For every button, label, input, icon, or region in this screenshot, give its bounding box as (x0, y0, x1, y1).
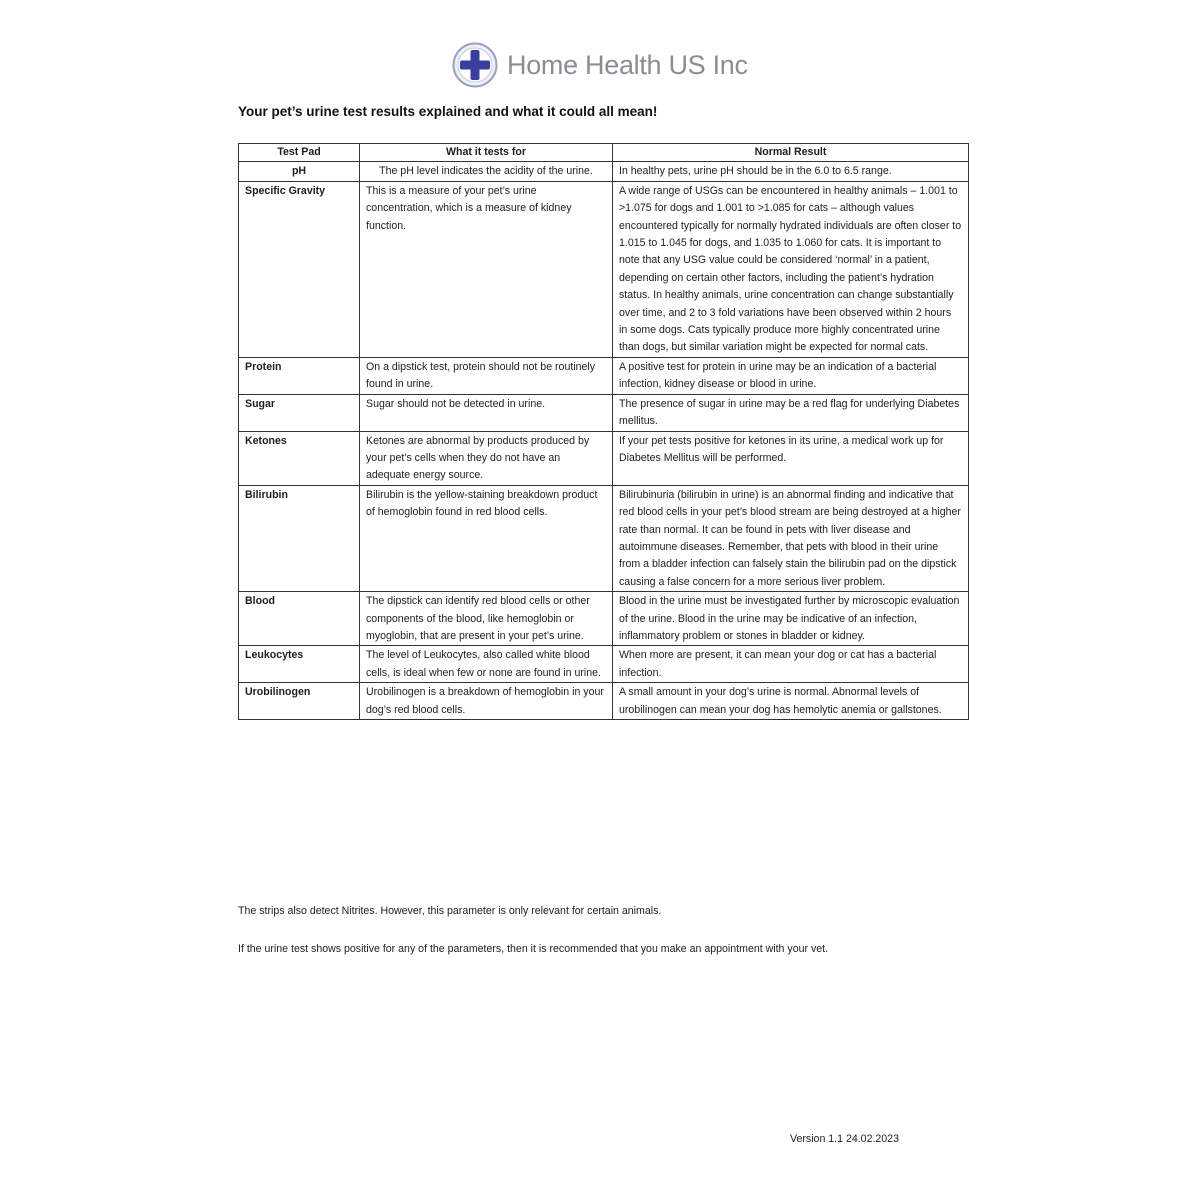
column-header-normal-result: Normal Result (613, 144, 969, 162)
normal-result-cell: When more are present, it can mean your dog or cat has a bacterial infection. (613, 646, 969, 683)
tests-for-cell: The pH level indicates the acidity of the urine. (360, 162, 613, 181)
table-row-sugar (239, 394, 969, 431)
test-pad-cell: Ketones (239, 431, 360, 485)
test-pad-cell: Leukocytes (239, 646, 360, 683)
column-header-what-it-tests-for: What it tests for (360, 144, 613, 162)
table-row-bilirubin (239, 485, 969, 591)
test-pad-cell: Bilirubin (239, 485, 360, 591)
table-header-row (239, 144, 969, 162)
normal-result-cell: If your pet tests positive for ketones in its urine, a medical work up for Diabetes Mellitus will be performed. (613, 431, 969, 485)
company-name: Home Health US Inc (507, 49, 748, 80)
normal-result-cell: A small amount in your dog’s urine is normal. Abnormal levels of urobilinogen can mean your dog has hemolytic anemia or gallstones. (613, 683, 969, 720)
tests-for-cell: Bilirubin is the yellow-staining breakdown product of hemoglobin found in red blood cells. (360, 485, 613, 591)
version-label: Version 1.1 24.02.2023 (790, 1133, 899, 1145)
table-row-specific-gravity (239, 181, 969, 357)
normal-result-cell: A wide range of USGs can be encountered in healthy animals – 1.001 to >1.075 for dogs and 1.001 to >1.085 for cats – although values encountered typically for normally hydrated individuals are often closer to 1.015 to 1.045 for dogs, and 1.035 to 1.060 for cats. It is important to note that any USG value could be considered ‘normal’ in a patient, depending on certain other factors, including the patient’s hydration status. In healthy animals, urine concentration can change substantially over time, and 2 to 3 fold variations have been observed within 2 hours in some dogs. Cats typically produce more highly concentrated urine than dogs, but similar variation might be expected for normal cats. (613, 181, 969, 357)
table-row-ketones (239, 431, 969, 485)
tests-for-cell: Sugar should not be detected in urine. (360, 394, 613, 431)
table-row-ph (239, 162, 969, 181)
normal-result-cell: Bilirubinuria (bilirubin in urine) is an abnormal finding and indicative that red blood cells in your pet’s blood stream are being destroyed at a higher rate than normal. It can be found in pets with liver disease and autoimmune diseases. Remember, that pets with blood in their urine from a bladder infection can falsely stain the bilirubin pad on the dipstick causing a false concern for a more serious liver problem. (613, 485, 969, 591)
tests-for-cell: The dipstick can identify red blood cells or other components of the blood, like hemoglobin or myoglobin, that are present in your pet’s urine. (360, 592, 613, 646)
normal-result-cell: Blood in the urine must be investigated further by microscopic evaluation of the urine. Blood in the urine may be indicative of an infection, inflammatory problem or stones in bladder or kidney. (613, 592, 969, 646)
test-pad-cell: Urobilinogen (239, 683, 360, 720)
test-pad-cell: Sugar (239, 394, 360, 431)
table-row-urobilinogen (239, 683, 969, 720)
results-table (238, 143, 969, 720)
tests-for-cell: On a dipstick test, protein should not be routinely found in urine. (360, 357, 613, 394)
page-title: Your pet’s urine test results explained and what it could all mean! (238, 104, 658, 119)
table-row-protein (239, 357, 969, 394)
company-logo (452, 40, 748, 90)
tests-for-cell: This is a measure of your pet’s urine concentration, which is a measure of kidney function. (360, 181, 613, 357)
tests-for-cell: Urobilinogen is a breakdown of hemoglobin in your dog’s red blood cells. (360, 683, 613, 720)
test-pad-cell: Blood (239, 592, 360, 646)
normal-result-cell: The presence of sugar in urine may be a red flag for underlying Diabetes mellitus. (613, 394, 969, 431)
test-pad-cell: Protein (239, 357, 360, 394)
normal-result-cell: In healthy pets, urine pH should be in the 6.0 to 6.5 range. (613, 162, 969, 181)
test-pad-cell: Specific Gravity (239, 181, 360, 357)
test-pad-cell: pH (239, 162, 360, 181)
normal-result-cell: A positive test for protein in urine may be an indication of a bacterial infection, kidney disease or blood in urine. (613, 357, 969, 394)
table-row-blood (239, 592, 969, 646)
tests-for-cell: Ketones are abnormal by products produced by your pet’s cells when they do not have an adequate energy source. (360, 431, 613, 485)
tests-for-cell: The level of Leukocytes, also called white blood cells, is ideal when few or none are found in urine. (360, 646, 613, 683)
medical-cross-icon (452, 42, 498, 88)
nitrites-note: The strips also detect Nitrites. However, this parameter is only relevant for certain animals. (238, 905, 662, 917)
table-row-leukocytes (239, 646, 969, 683)
vet-recommendation-note: If the urine test shows positive for any of the parameters, then it is recommended that you make an appointment with your vet. (238, 943, 829, 955)
column-header-test-pad: Test Pad (239, 144, 360, 162)
